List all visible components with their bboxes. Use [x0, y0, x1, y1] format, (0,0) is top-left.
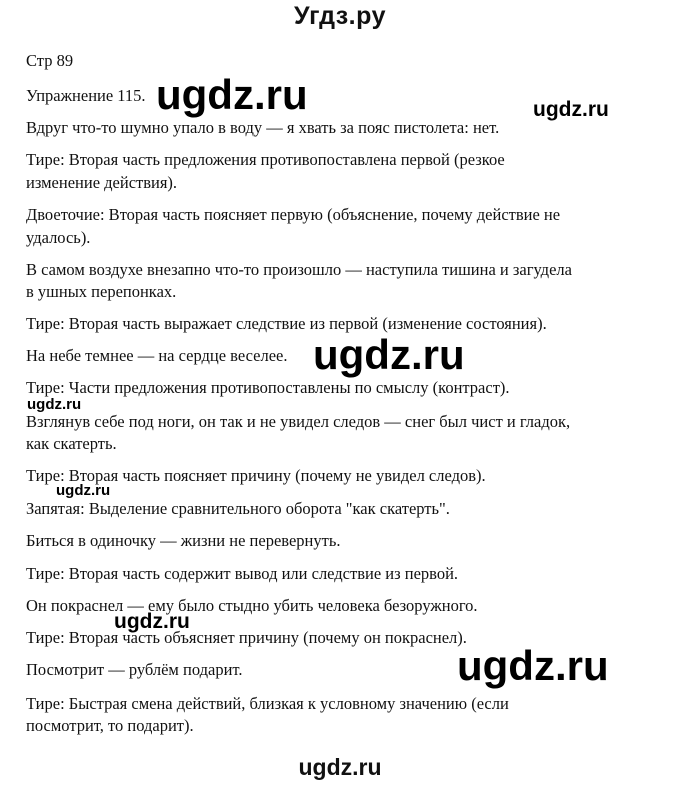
- watermark: ugdz.ru: [27, 396, 82, 413]
- text-line: Тире: Вторая часть объясняет причину (почему он покраснел).: [26, 628, 467, 647]
- text-line: Двоеточие: Вторая часть поясняет первую (объяснение, почему действие не: [26, 205, 561, 224]
- text-line: посмотрит, то подарит).: [26, 716, 194, 735]
- text-line: изменение действия).: [26, 173, 178, 192]
- text-line: На небе темнее — на сердце веселее.: [26, 346, 288, 365]
- text-line: Запятая: Выделение сравнительного оборота "как скатерть".: [26, 499, 450, 518]
- text-line: Биться в одиночку — жизни не перевернуть.: [26, 531, 341, 550]
- watermark: ugdz.ru: [533, 98, 609, 121]
- site-footer: ugdz.ru: [298, 754, 382, 780]
- text-line: в ушных перепонках.: [26, 282, 177, 301]
- text-line: Тире: Вторая часть содержит вывод или следствие из первой.: [26, 564, 459, 583]
- watermark: ugdz.ru: [457, 642, 609, 689]
- text-line: Посмотрит — рублём подарит.: [26, 660, 243, 679]
- watermark: ugdz.ru: [114, 610, 190, 633]
- text-line: Тире: Вторая часть выражает следствие из первой (изменение состояния).: [26, 314, 547, 333]
- text-line: Тире: Вторая часть поясняет причину (почему не увидел следов).: [26, 466, 486, 485]
- text-line: В самом воздухе внезапно что-то произошло — наступила тишина и загудела: [26, 260, 572, 279]
- text-line: Тире: Части предложения противопоставлены по смыслу (контраст).: [26, 378, 510, 397]
- text-line: Он покраснел — ему было стыдно убить человека безоружного.: [26, 596, 478, 615]
- site-title: Угдз.ру: [294, 2, 386, 30]
- text-line: Вдруг что-то шумно упало в воду — я хвать за пояс пистолета: нет.: [26, 118, 500, 137]
- page-reference: Стр 89: [26, 51, 74, 70]
- text-line: как скатерть.: [26, 434, 117, 453]
- text-line: Тире: Быстрая смена действий, близкая к условному значению (если: [26, 694, 509, 713]
- text-line: Тире: Вторая часть предложения противопоставлена первой (резкое: [26, 150, 505, 169]
- watermark: ugdz.ru: [56, 482, 111, 499]
- exercise-title: Упражнение 115.: [26, 86, 146, 105]
- text-line: удалось).: [26, 228, 91, 247]
- watermark: ugdz.ru: [313, 331, 465, 378]
- text-line: Взглянув себе под ноги, он так и не увидел следов — снег был чист и гладок,: [26, 412, 571, 431]
- watermark: ugdz.ru: [156, 71, 308, 118]
